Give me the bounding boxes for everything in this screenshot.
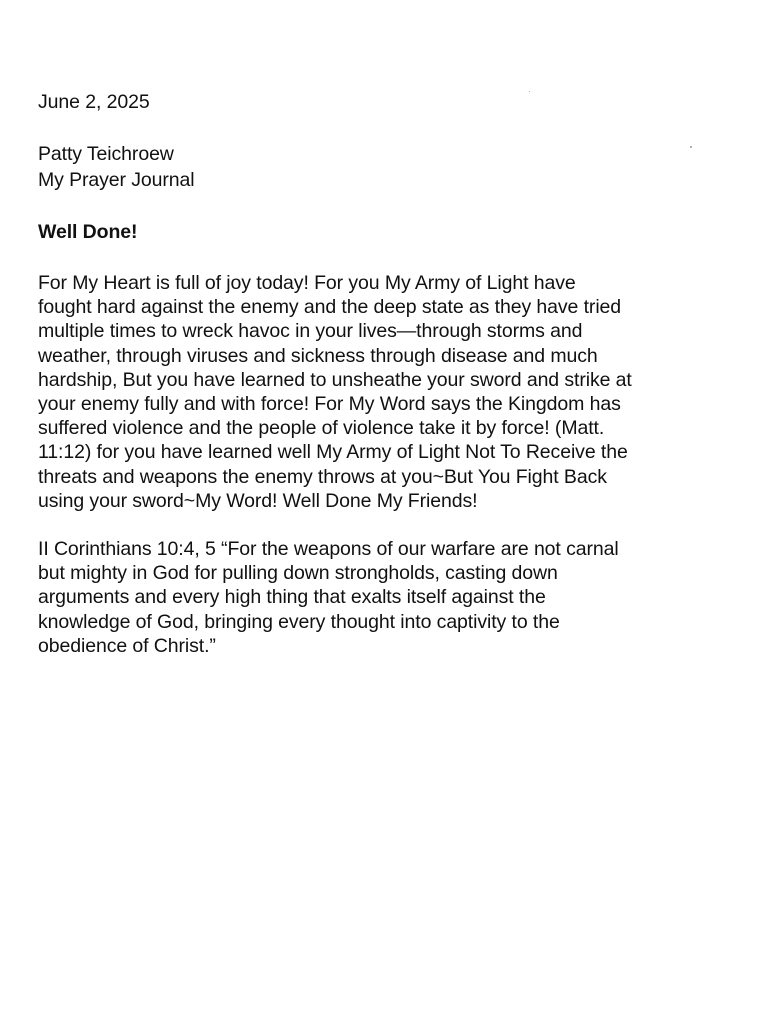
body-line: fought hard against the enemy and the deep state as they have tried: [38, 296, 622, 319]
body-line: multiple times to wreck havoc in your lives—through storms and: [38, 320, 583, 343]
scripture-line: arguments and every high thing that exalts itself against the: [38, 586, 546, 609]
scripture-paragraph: [38, 537, 738, 658]
body-paragraph: [38, 271, 713, 513]
journal-name: My Prayer Journal: [38, 169, 195, 191]
letter: [38, 89, 738, 658]
body-line: For My Heart is full of joy today! For you My Army of Light have: [38, 272, 576, 294]
scripture-line: knowledge of God, bringing every thought into captivity to the: [38, 610, 560, 633]
letter-date: June 2, 2025: [38, 91, 150, 113]
body-line: threats and weapons the enemy throws at you~But You Fight Back: [38, 465, 607, 488]
scripture-line: obedience of Christ.”: [38, 634, 216, 657]
body-line: 11:12) for you have learned well My Army of Light Not To Receive the: [38, 441, 628, 464]
body-line: suffered violence and the people of violence take it by force! (Matt.: [38, 417, 605, 440]
body-line: using your sword~My Word! Well Done My Friends!: [38, 489, 478, 512]
body-line: hardship, But you have learned to unsheathe your sword and strike at: [38, 368, 632, 391]
scripture-line: but mighty in God for pulling down strongholds, casting down: [38, 562, 558, 585]
letter-title: Well Done!: [38, 221, 138, 243]
scripture-line: II Corinthians 10:4, 5 “For the weapons of our warfare are not carnal: [38, 538, 619, 561]
sender-block: [38, 141, 738, 193]
body-line: your enemy fully and with force! For My Word says the Kingdom has: [38, 393, 621, 416]
body-line: weather, through viruses and sickness through disease and much: [38, 344, 598, 367]
author-name: Patty Teichroew: [38, 143, 174, 165]
